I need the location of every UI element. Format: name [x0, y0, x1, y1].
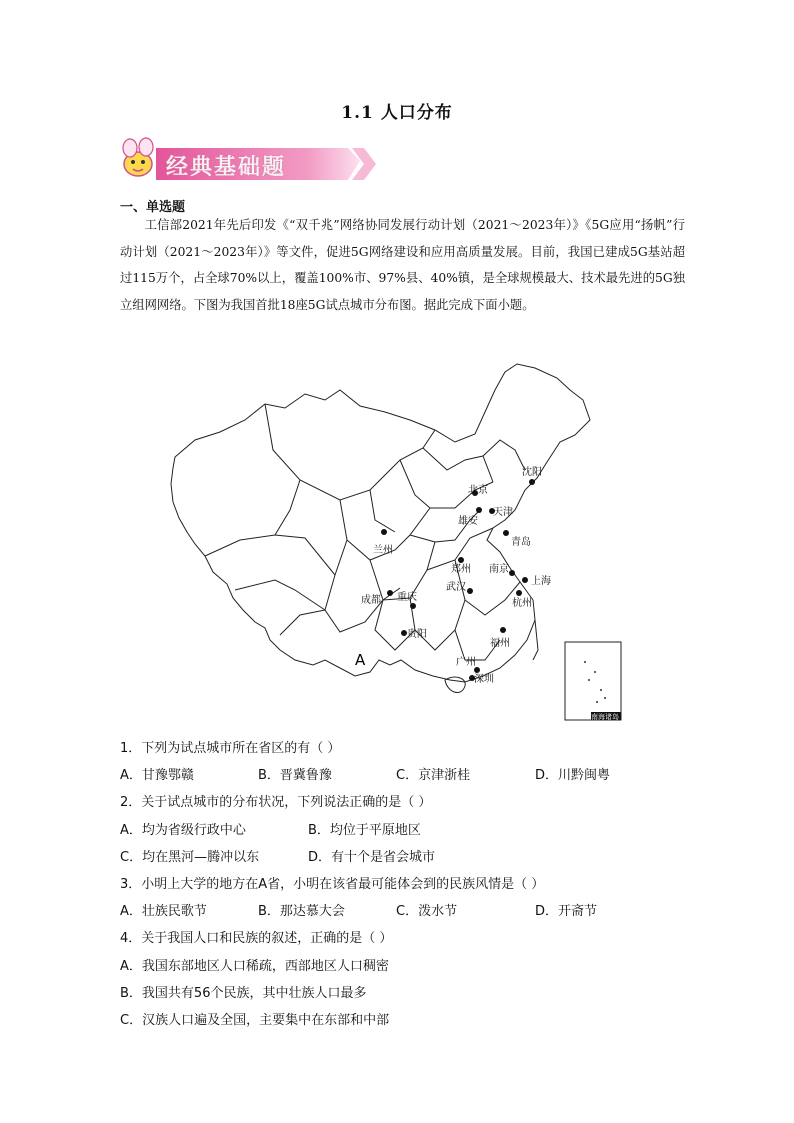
q3-option-b[interactable]: B．那达慕大会	[258, 904, 345, 919]
city-label: 兰州	[373, 545, 393, 556]
section-heading: 一、单选题	[120, 200, 186, 215]
city-label: 青岛	[511, 537, 531, 548]
city-label: 深圳	[474, 674, 494, 685]
city-dot	[381, 529, 387, 535]
q3-option-c[interactable]: C．泼水节	[396, 904, 458, 919]
bee-icon	[123, 138, 153, 176]
city-label: 天津	[493, 507, 513, 518]
page-title: 1.1 人口分布	[341, 103, 453, 123]
city-label: 北京	[468, 485, 488, 496]
city-dot	[503, 530, 509, 536]
question-3: 3．小明上大学的地方在A省，小明在该省最可能体会到的民族风情是（ ）	[120, 877, 545, 892]
inset-label: 南海诸岛	[591, 713, 619, 721]
city-label: 上海	[531, 576, 551, 587]
region-marker-a: A	[355, 651, 366, 669]
city-dot	[387, 590, 393, 596]
q2-option-d[interactable]: D．有十个是省会城市	[308, 850, 436, 865]
city-label: 杭州	[512, 598, 532, 609]
city-label: 沈阳	[522, 467, 542, 478]
city-label: 武汉	[446, 582, 466, 593]
city-label: 广州	[456, 657, 476, 668]
city-dot	[500, 627, 506, 633]
city-label: 福州	[490, 638, 510, 649]
city-label: 重庆	[397, 592, 417, 603]
q3-option-d[interactable]: D．开斋节	[535, 904, 598, 919]
q4-option-a[interactable]: A．我国东部地区人口稀疏，西部地区人口稠密	[120, 959, 389, 974]
q4-option-b[interactable]: B．我国共有56个民族，其中壮族人口最多	[120, 986, 367, 1001]
city-dot	[476, 507, 482, 513]
south-china-sea-inset	[565, 642, 621, 720]
q4-option-c[interactable]: C．汉族人口遍及全国，主要集中在东部和中部	[120, 1013, 390, 1028]
q1-option-b[interactable]: B．晋冀鲁豫	[258, 768, 332, 783]
q1-option-c[interactable]: C．京津浙桂	[396, 768, 471, 783]
city-dot	[509, 570, 515, 576]
q2-option-a[interactable]: A．均为省级行政中心	[120, 823, 246, 838]
city-dot	[516, 590, 522, 596]
q2-option-c[interactable]: C．均在黑河—腾冲以东	[120, 850, 260, 865]
city-dot	[458, 557, 464, 563]
city-dot	[467, 588, 473, 594]
banner-label: 经典基础题	[166, 155, 287, 180]
city-label: 雄安	[458, 516, 478, 527]
china-5g-city-map	[165, 360, 630, 722]
q1-option-d[interactable]: D．川黔闽粤	[535, 768, 611, 783]
city-label: 贵阳	[407, 629, 427, 640]
question-2: 2．关于试点城市的分布状况，下列说法正确的是（ ）	[120, 795, 432, 810]
q2-option-b[interactable]: B．均位于平原地区	[308, 823, 421, 838]
q1-option-a[interactable]: A．甘豫鄂赣	[120, 768, 194, 783]
city-dot	[522, 577, 528, 583]
question-4: 4．关于我国人口和民族的叙述，正确的是（ ）	[120, 931, 393, 946]
city-label: 成都	[361, 595, 381, 606]
city-dot	[529, 479, 535, 485]
city-label: 郑州	[451, 564, 471, 575]
passage-text: 工信部2021年先后印发《“双千兆”网络协同发展行动计划（2021～2023年）》《5G应用“扬帆”行动计划（2021～2023年）》等文件，促进5G网络建设和应用高质量发展。目前，我国已建成5G基站超过115万个，占全球70%以上，覆盖100%市、97%县、40%镇，是全球规模最大、技术最先进的5G独立组网网络。下图为我国首批18座5G试点城市分布图。据此完成下面小题。	[120, 218, 685, 312]
question-1: 1．下列为试点城市所在省区的有（ ）	[120, 741, 341, 756]
city-dot	[410, 603, 416, 609]
q3-option-a[interactable]: A．壮族民歌节	[120, 904, 207, 919]
city-label: 南京	[489, 564, 509, 575]
